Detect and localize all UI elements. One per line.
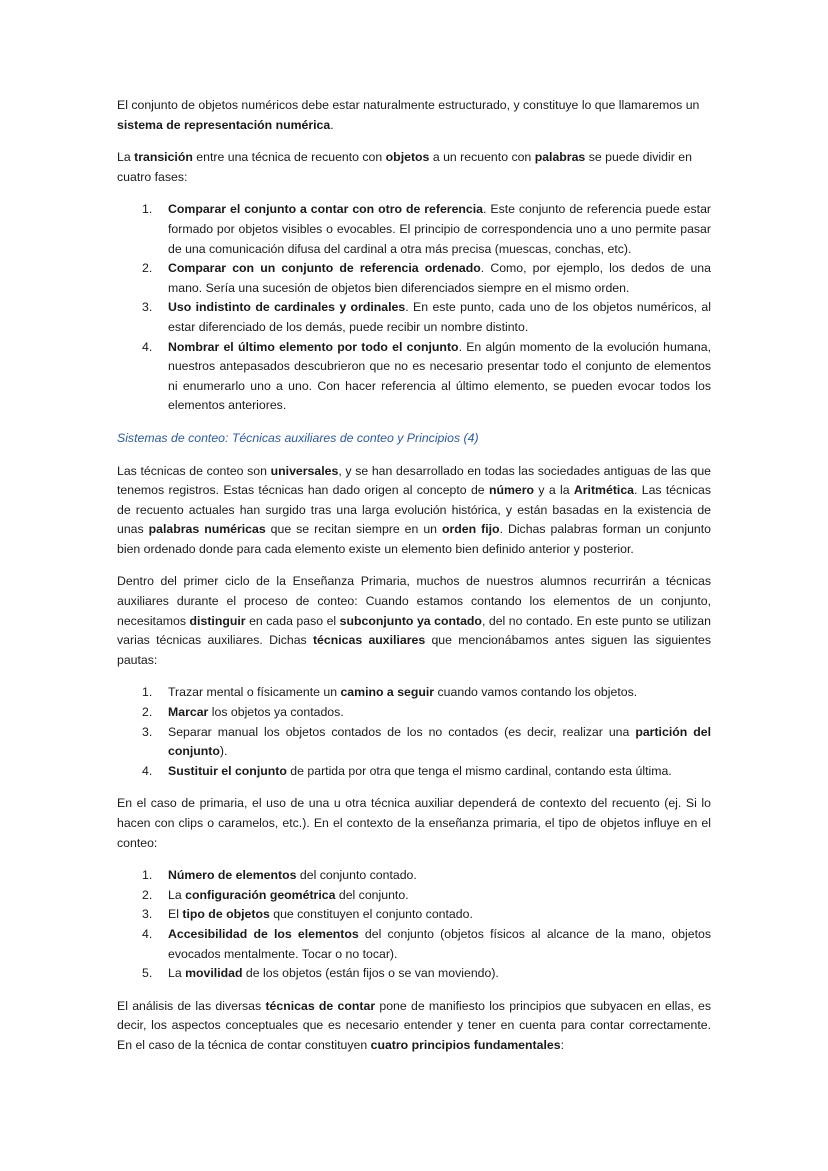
text-run: del conjunto. <box>335 887 409 902</box>
bold-text: Aritmética <box>573 483 635 498</box>
text-run: Dentro del primer ciclo de la Enseñanza Primaria, muchos de nuestros alumnos recurrirán a técnicas auxiliares durante el proceso de conteo: Cuando estamos contando los elementos de un conjunto, necesitamos <box>117 574 711 628</box>
list-number: 2. <box>142 705 153 720</box>
bold-text: palabras numéricas <box>148 522 266 537</box>
list-item <box>117 925 711 964</box>
text-run: de los objetos (están fijos o se van moviendo). <box>242 966 499 981</box>
section-heading: Sistemas de conteo: Técnicas auxiliares de conteo y Principios (4) <box>117 430 479 445</box>
text-run: En el caso de primaria, el uso de una u otra técnica auxiliar dependerá de contexto del recuento (ej. Si lo hacen con clips o caramelos, etc.). En el contexto de la enseñanza primaria, el tipo de objetos influye en el conteo: <box>117 796 711 850</box>
bold-text: número <box>488 483 535 498</box>
text-run: cuando vamos contando los objetos. <box>434 685 638 700</box>
text-run: del conjunto contado. <box>296 868 417 883</box>
list-item-text <box>168 725 711 759</box>
text-run: que constituyen el conjunto contado. <box>269 907 473 922</box>
list-number: 2. <box>142 887 153 902</box>
list-number: 4. <box>142 926 153 941</box>
text-run: . Este conjunto de referencia puede estar formado por objetos visibles o evocables. El principio de correspondencia uno a uno permite pasar de una comunicación difusa del cardinal a otra más precisa (muescas, conchas, etc). <box>168 202 712 256</box>
text-run: pone de manifiesto los principios que subyacen en ellas, es decir, los aspectos conceptuales que es necesario entender y tener en cuenta para contar correctamente. En el caso de la técnica de contar constituyen <box>117 998 711 1052</box>
bold-text: sistema de representación numérica <box>117 117 331 132</box>
text-run: . Dichas palabras forman un conjunto bien ordenado donde para cada elemento existe un elemento bien definido anterior y posterior. <box>117 522 712 556</box>
list-number: 4. <box>142 763 153 778</box>
list-item-text <box>168 261 711 295</box>
bold-text: Número de elementos <box>168 868 297 883</box>
bold-text: orden fijo <box>441 522 500 537</box>
bold-text: cuatro principios fundamentales <box>370 1037 561 1052</box>
text-run: . Como, por ejemplo, los dedos de una mano. Sería una sucesión de objetos bien diferenciados siempre en el mismo orden. <box>168 261 711 295</box>
list-number: 3. <box>142 907 153 922</box>
list-item-text <box>168 868 417 882</box>
text-run: . En este punto, cada uno de los objetos numéricos, al estar diferenciado de los demás, puede recibir un nombre distinto. <box>168 300 711 334</box>
list-item <box>117 338 711 416</box>
counting-techniques-paragraph <box>117 462 711 560</box>
text-run: . Las técnicas de recuento actuales han surgido tras una larga evolución histórica, y están basadas en la existencia de unas <box>117 483 711 537</box>
factors-list <box>117 866 711 984</box>
bold-text: distinguir <box>189 613 246 628</box>
list-item-text <box>168 966 499 980</box>
bold-text: movilidad <box>185 966 243 981</box>
text-run: a un recuento con <box>429 150 535 165</box>
list-number: 1. <box>142 685 153 700</box>
text-run: : <box>560 1037 564 1052</box>
text-run: ). <box>219 744 228 759</box>
list-item <box>117 762 711 782</box>
text-run: . En algún momento de la evolución humana, nuestros antepasados descubrieron que no es necesario presentar todo el conjunto de elementos ni enumerarlo uno a uno. Con hacer referencia al último elemento, se pueden evocar todos los elementos anteriores. <box>168 339 712 413</box>
list-item <box>117 866 711 886</box>
bold-text: Marcar <box>168 705 209 720</box>
text-run: La <box>117 150 135 165</box>
bold-text: técnicas de contar <box>265 998 376 1013</box>
list-item-text <box>168 888 409 902</box>
list-number: 3. <box>142 300 153 315</box>
list-item <box>117 683 711 703</box>
primary-context-paragraph <box>117 794 711 853</box>
list-item-text <box>168 685 637 699</box>
list-item <box>117 723 711 762</box>
list-number: 1. <box>142 868 153 883</box>
list-item <box>117 905 711 925</box>
text-run: en cada paso el <box>245 613 340 628</box>
text-run: La <box>168 966 186 981</box>
text-run: El conjunto de objetos numéricos debe estar naturalmente estructurado, y constituye lo que llamaremos un <box>117 98 700 112</box>
text-run: se puede dividir en cuatro fases: <box>117 150 692 184</box>
bold-text: palabras <box>534 150 586 165</box>
bold-text: Uso indistinto de cardinales y ordinales <box>168 300 406 315</box>
text-run: , y se han desarrollado en todas las sociedades antiguas de las que tenemos registros. Estas técnicas han dado origen al concepto de <box>117 463 712 498</box>
bold-text: Sustituir el conjunto <box>168 763 287 778</box>
text-run: El análisis de las diversas <box>117 998 266 1013</box>
text-run: La <box>168 887 186 902</box>
bold-text: partición del conjunto <box>168 724 711 759</box>
list-item-text <box>168 300 711 334</box>
list-item-text <box>168 202 711 255</box>
text-run: Las técnicas de conteo son <box>117 463 271 478</box>
intro-paragraph-2 <box>117 148 711 187</box>
list-item-text <box>168 907 473 921</box>
text-run: de partida por otra que tenga el mismo cardinal, contando esta última. <box>286 763 672 778</box>
text-run: los objetos ya contados. <box>208 705 344 720</box>
list-number: 1. <box>142 202 153 217</box>
text-run: , del no contado. En este punto se utilizan varias técnicas auxiliares. Dichas <box>117 613 711 648</box>
bold-text: Comparar con un conjunto de referencia ordenado <box>168 261 481 276</box>
guidelines-list <box>117 683 711 781</box>
bold-text: objetos <box>385 150 430 165</box>
text-run: Trazar mental o físicamente un <box>168 685 341 700</box>
text-run: del conjunto (objetos físicos al alcance de la mano, objetos evocados mentalmente. Tocar o no tocar). <box>168 926 711 961</box>
list-item <box>117 200 711 259</box>
text-run: que mencionábamos antes siguen las siguientes pautas: <box>117 633 711 667</box>
bold-text: configuración geométrica <box>185 887 336 902</box>
list-item <box>117 703 711 723</box>
bold-text: universales <box>270 463 339 478</box>
bold-text: técnicas auxiliares <box>312 633 426 648</box>
list-item <box>117 886 711 906</box>
list-item <box>117 964 711 984</box>
list-item <box>117 259 711 298</box>
list-number: 4. <box>142 339 153 354</box>
bold-text: tipo de objetos <box>182 907 270 922</box>
list-item <box>117 298 711 337</box>
text-run: entre una técnica de recuento con <box>192 150 386 165</box>
text-run: y a la <box>534 483 574 498</box>
document-page <box>117 96 711 1069</box>
text-run: que se recitan siempre en un <box>265 522 442 537</box>
list-number: 3. <box>142 724 153 739</box>
bold-text: subconjunto ya contado <box>339 613 482 628</box>
bold-text: Nombrar el último elemento por todo el conjunto <box>168 339 459 354</box>
list-number: 2. <box>142 261 153 276</box>
list-item-text <box>168 764 672 778</box>
text-run: . <box>330 117 334 132</box>
list-item-text <box>168 927 711 961</box>
bold-text: Accesibilidad de los elementos <box>168 926 359 941</box>
text-run: Separar manual los objetos contados de los no contados (es decir, realizar una <box>168 724 636 739</box>
intro-paragraph-1 <box>117 96 711 135</box>
auxiliary-techniques-paragraph <box>117 572 711 670</box>
bold-text: camino a seguir <box>340 685 435 700</box>
list-number: 5. <box>142 966 153 981</box>
text-run: El <box>168 907 183 922</box>
bold-text: Comparar el conjunto a contar con otro de referencia <box>168 202 484 217</box>
list-item-text <box>168 705 344 719</box>
bold-text: transición <box>134 150 193 165</box>
principles-paragraph <box>117 997 711 1056</box>
list-item-text <box>168 340 711 413</box>
phases-list <box>117 200 711 416</box>
